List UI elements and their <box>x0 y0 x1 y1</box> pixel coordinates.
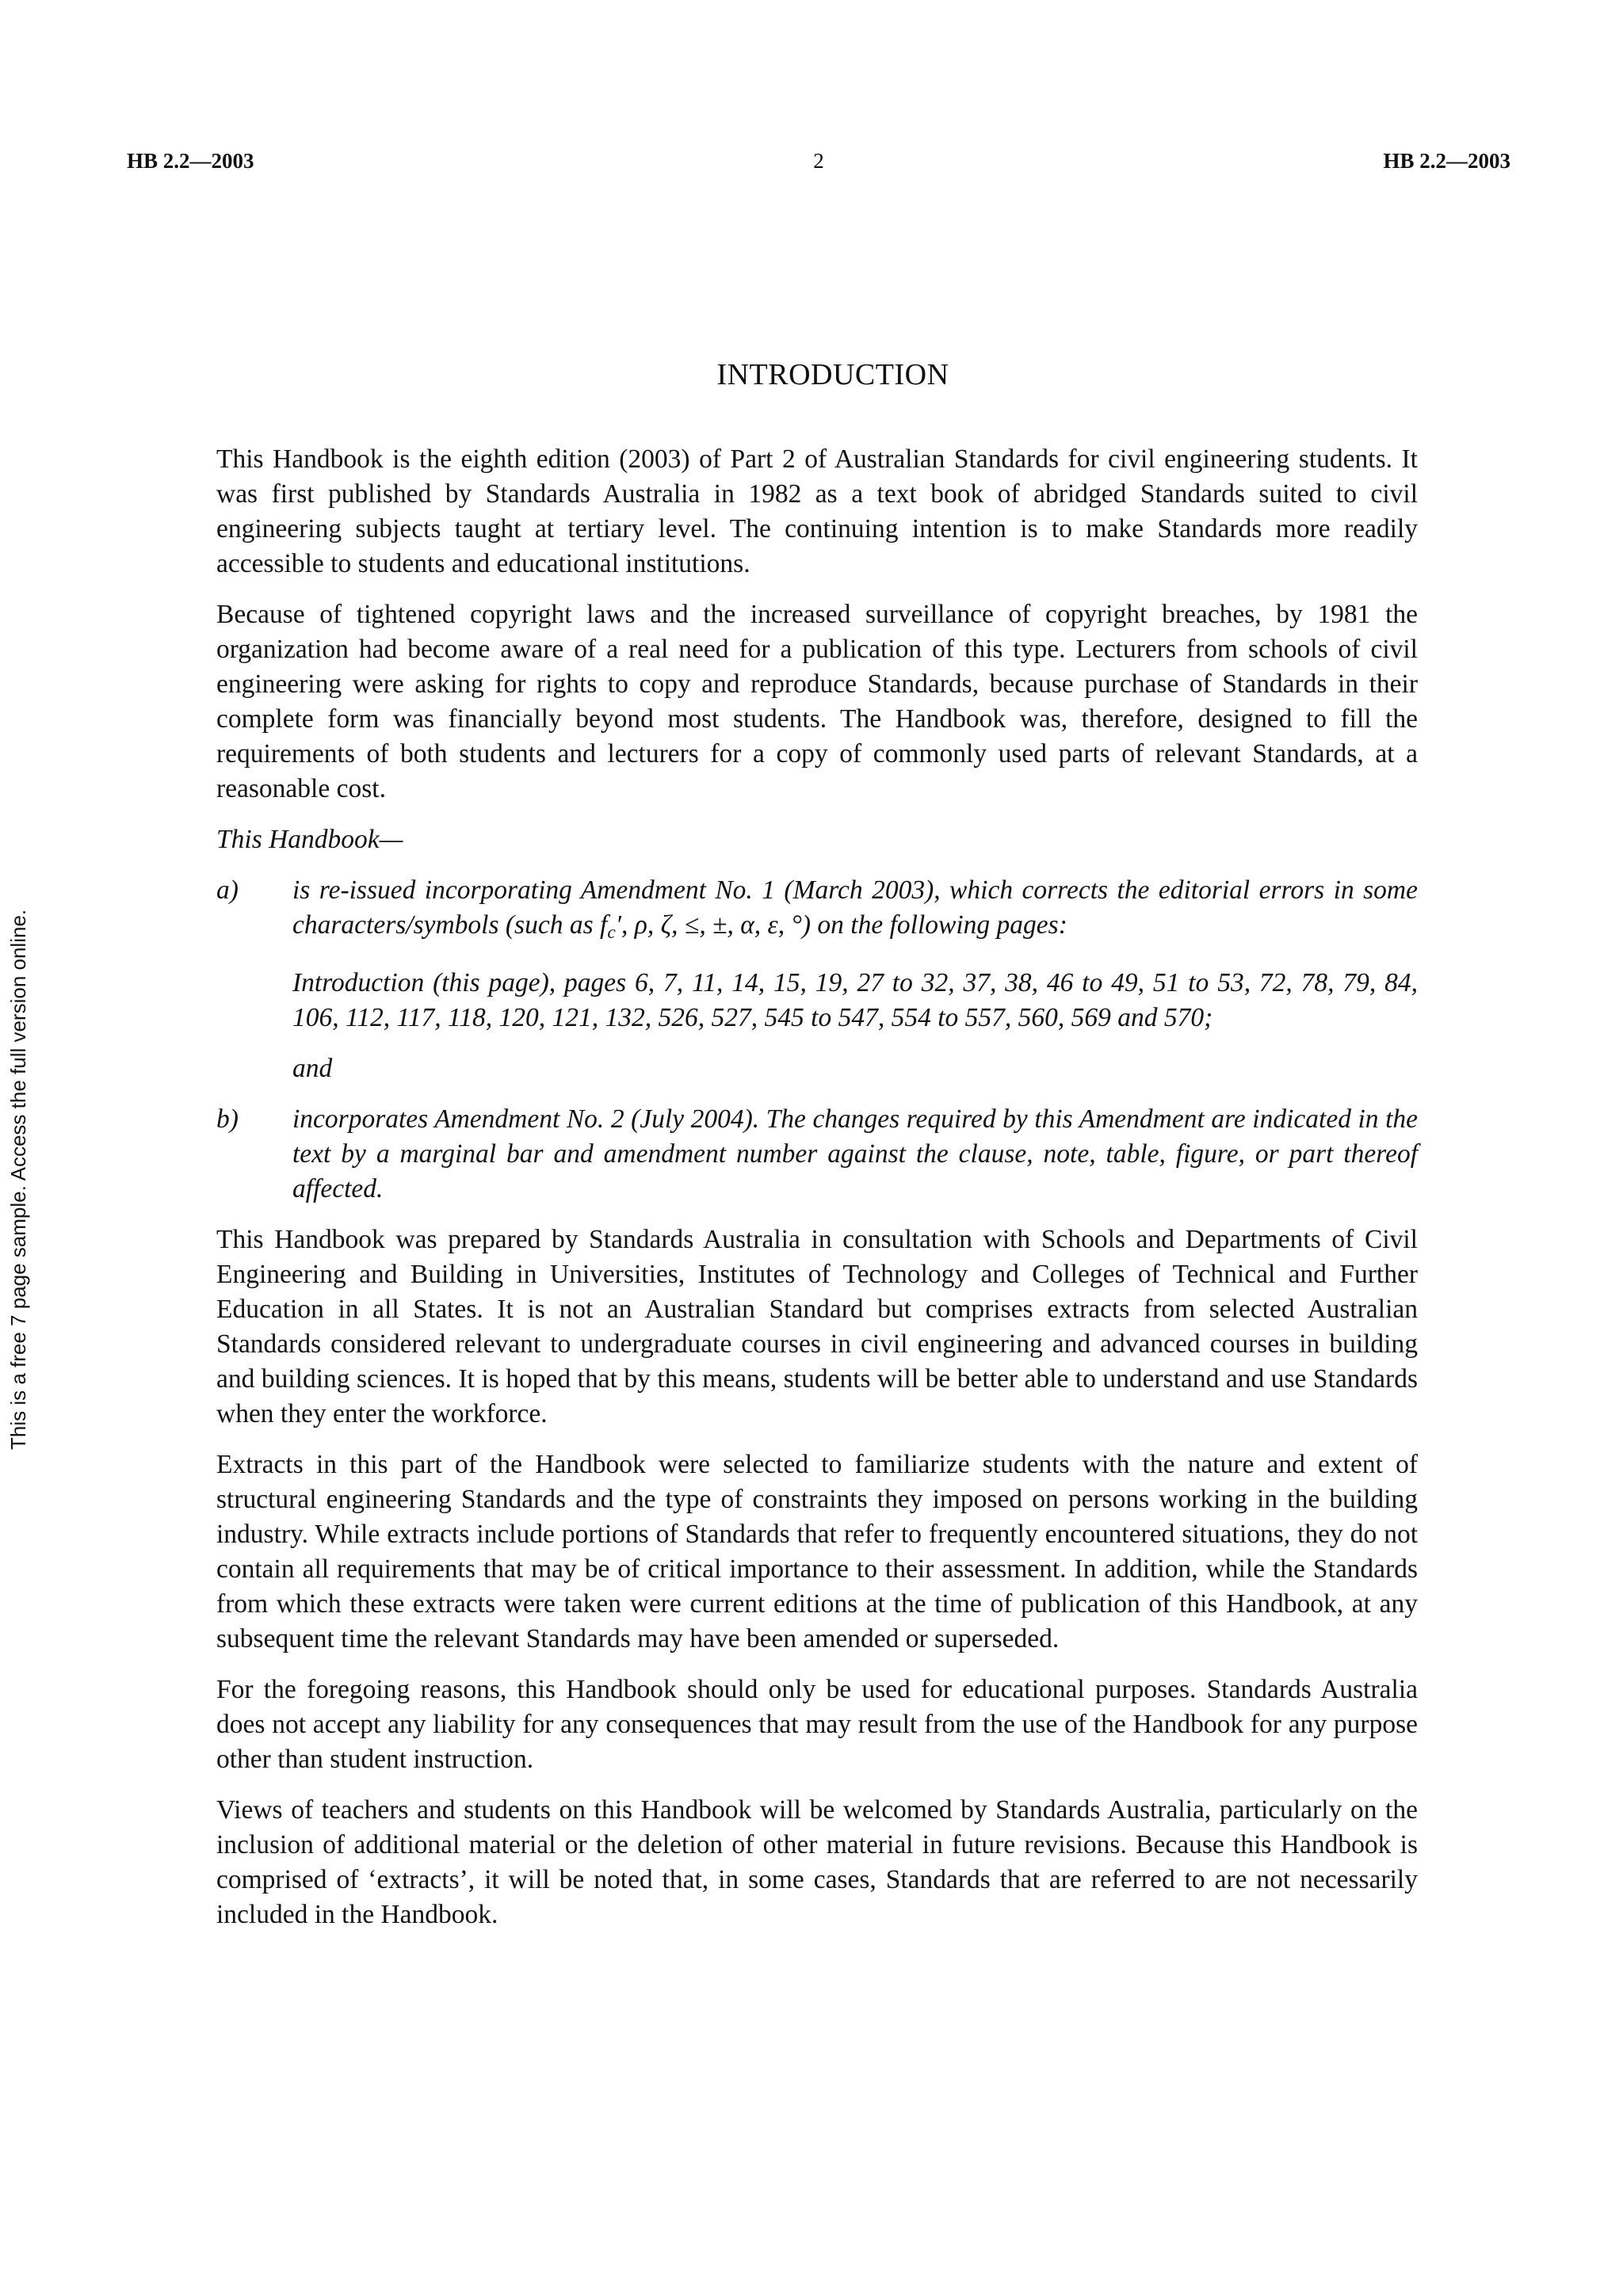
header-document-id-left: HB 2.2—2003 <box>127 149 254 173</box>
list-item-b-label: b) <box>216 1104 239 1134</box>
sample-notice: This is a free 7 page sample. Access the full version online. <box>6 909 30 1450</box>
list-item-a-pages: Introduction (this page), pages 6, 7, 11, 14, 15, 19, 27 to 32, 37, 38, 46 to 49, 51 to 53, 72, 78, 79, 84, 106, 112, 117, 118, 120, 121, 132, 526, 527, 545 to 547, 554 to 557, 560, 569 and 570; <box>292 967 1418 1032</box>
page-title: INTRODUCTION <box>716 358 949 391</box>
page-header <box>127 149 1510 181</box>
item-a-text-after: , ρ, ζ, ≤, ±, α, ε, °) on the following pages: <box>621 910 1067 940</box>
paragraph-extracts: Extracts in this part of the Handbook were selected to familiarize students with the nature and extent of structural engineering Standards and the type of constraints they imposed on persons working in the building industry. While extracts include portions of Standards that refer to frequently encountered situations, they do not contain all requirements that may be of critical importance to their assessment. In addition, while the Standards from which these extracts were taken were current editions at the time of publication of this Handbook, at any subsequent time the relevant Standards may have been amended or superseded. <box>216 1449 1418 1653</box>
paragraph-feedback: Views of teachers and students on this Handbook will be welcomed by Standards Australia, particularly on the inclusion of additional material or the deletion of other material in future revisions. Because this Handbook is comprised of ‘extracts’, it will be noted that, in some cases, Standards that are referred to are not necessarily included in the Handbook. <box>216 1794 1418 1929</box>
list-item-a-conjunction: and <box>292 1053 333 1083</box>
list-item-a <box>216 873 1418 1086</box>
header-document-id-right: HB 2.2—2003 <box>1383 149 1510 173</box>
page-body <box>216 355 1418 1948</box>
paragraph-background: Because of tightened copyright laws and the increased surveillance of copyright breaches, by 1981 the organization had become aware of a real need for a publication of this type. Lecturers from schools of civil engineering were asking for rights to copy and reproduce Standards, because purchase of Standards in their complete form was financially beyond most students. The Handbook was, therefore, designed to fill the requirements of both students and lecturers for a copy of commonly used parts of relevant Standards, at a reasonable cost. <box>216 600 1418 803</box>
list-item-b-text: incorporates Amendment No. 2 (July 2004). The changes required by this Amendment are indicated in the text by a marginal bar and amendment number against the clause, note, table, figure, or part thereof affected. <box>292 1104 1418 1203</box>
list-lead: This Handbook— <box>216 825 403 854</box>
list-item-a-text <box>292 873 1418 950</box>
paragraph-preparation: This Handbook was prepared by Standards Australia in consultation with Schools and Departments of Civil Engineering and Building in Universities, Institutes of Technology and Colleges of Technical and Further Education in all States. It is not an Australian Standard but comprises extracts from selected Australian Standards considered relevant to undergraduate courses in civil engineering and advanced courses in building and building sciences. It is hoped that by this means, students will be better able to understand and use Standards when they enter the workforce. <box>216 1224 1418 1428</box>
list-item-a-label: a) <box>216 875 239 905</box>
page-number: 2 <box>813 149 824 173</box>
paragraph-disclaimer: For the foregoing reasons, this Handbook should only be used for educational purposes. Standards Australia does not accept any liability for any consequences that may result from the use of the Handbook for any purpose other than student instruction. <box>216 1674 1418 1774</box>
list-item-b <box>216 1102 1418 1207</box>
paragraph-edition: This Handbook is the eighth edition (2003) of Part 2 of Australian Standards for civil engineering students. It was first published by Standards Australia in 1982 as a text book of abridged Standards suited to civil engineering subjects taught at tertiary level. The continuing intention is to make Standards more readily accessible to students and educational institutions. <box>216 444 1418 578</box>
item-a-text-before: is re-issued incorporating Amendment No. 1 (March 2003), which corrects the editorial errors in some characters/symbols (such as <box>292 875 1418 940</box>
symbol-fc-prime: $f_c'$ <box>600 910 622 943</box>
